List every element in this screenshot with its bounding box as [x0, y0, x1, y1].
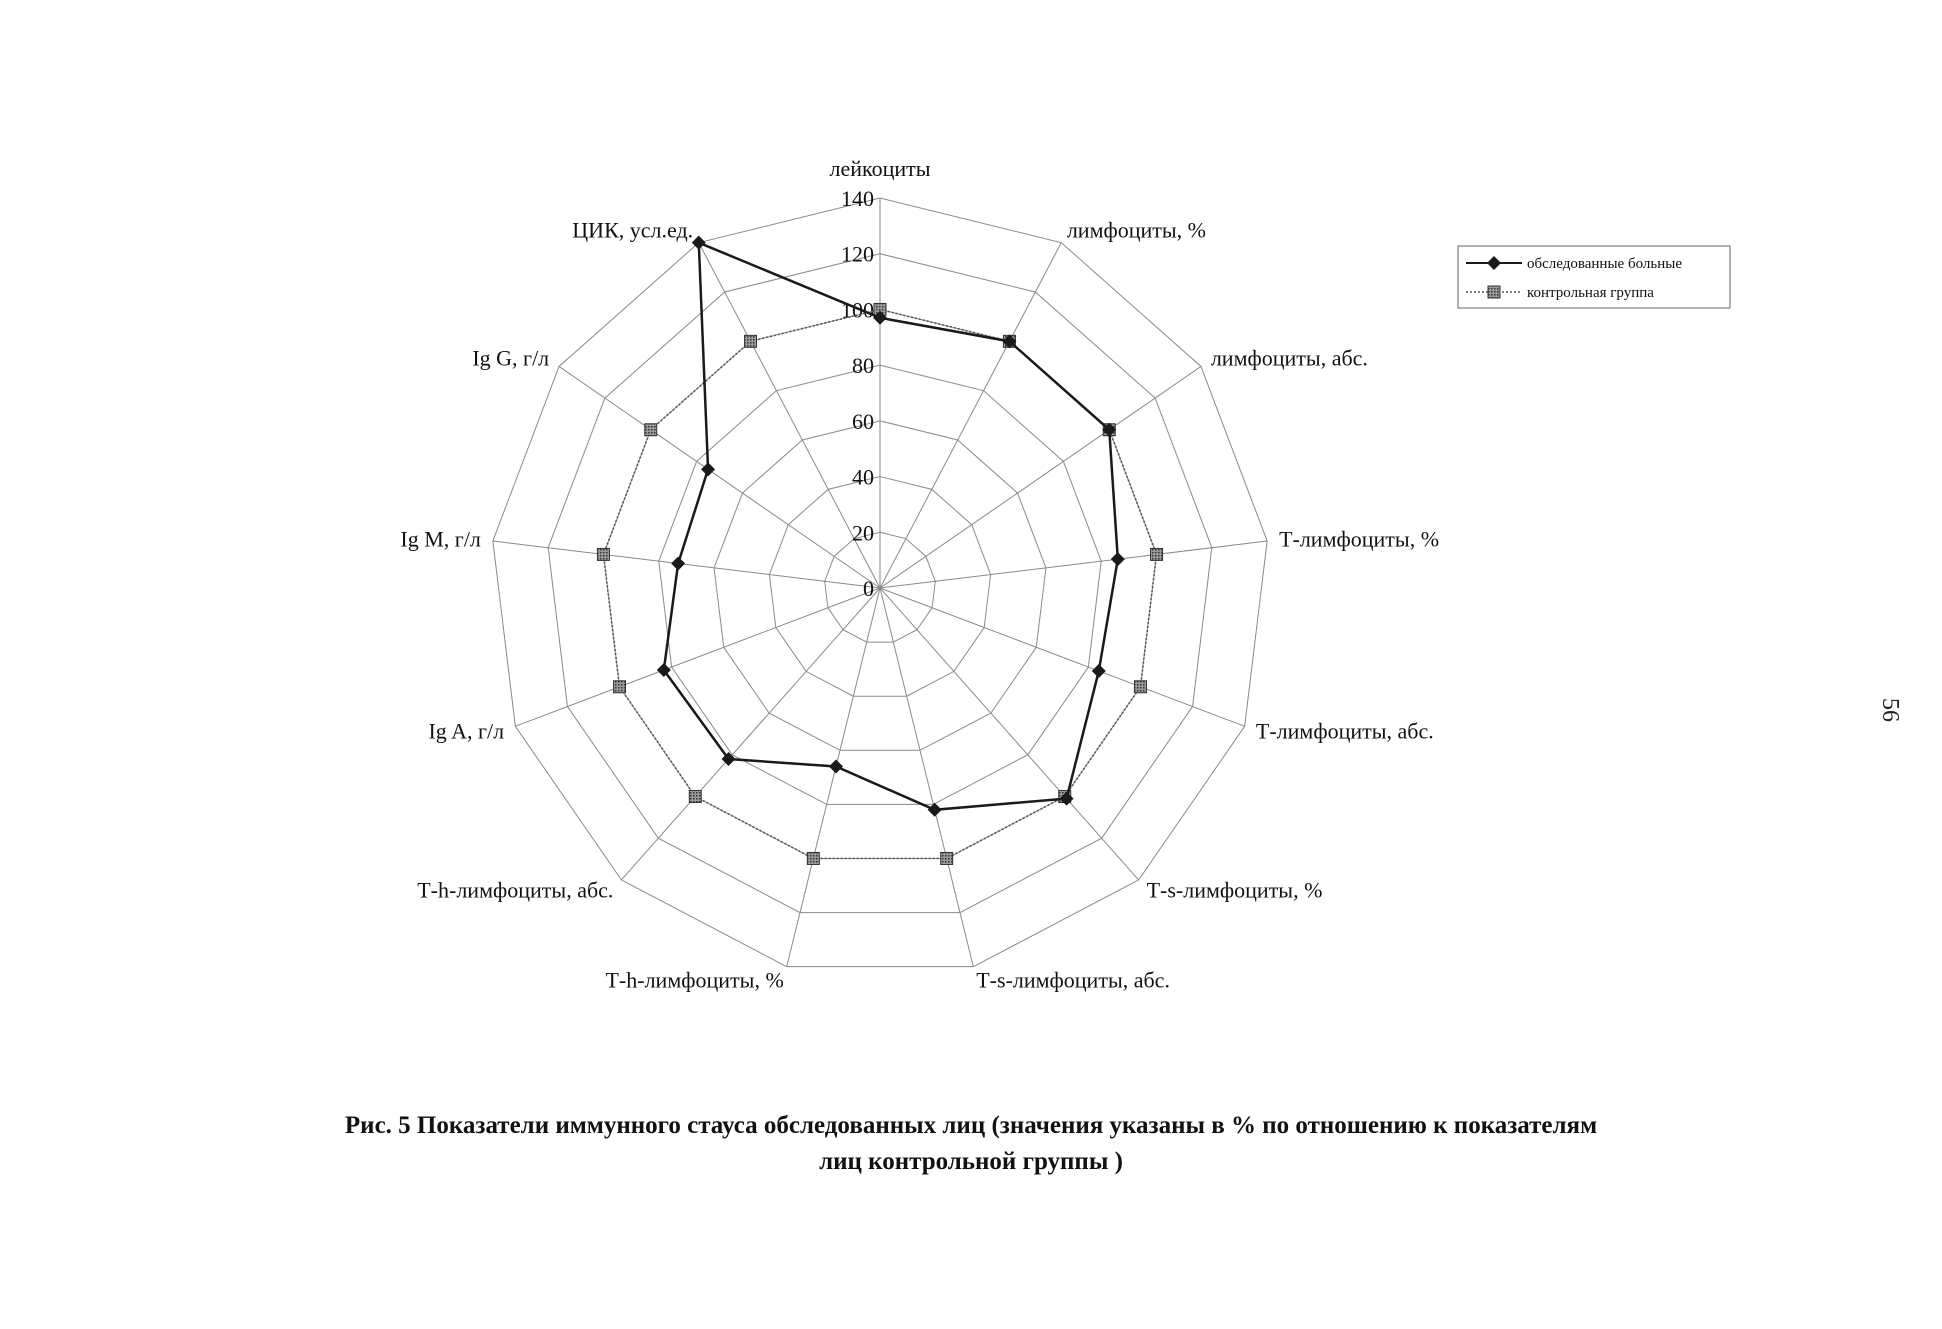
- category-label: лейкоциты: [829, 156, 931, 181]
- page-number: 56: [1877, 698, 1903, 722]
- category-label: Т-h-лимфоциты, абс.: [417, 877, 614, 903]
- data-point-series-2: [614, 681, 626, 693]
- data-point-series-1: [829, 760, 843, 774]
- spoke-8: [621, 588, 880, 880]
- data-point-series-1: [701, 462, 715, 476]
- data-point-series-2: [745, 335, 757, 347]
- data-point-series-2: [645, 424, 657, 436]
- category-label: Т-лимфоциты, абс.: [1255, 718, 1434, 744]
- caption-line-1: Рис. 5 Показатели иммунного стауса обследованных лиц (значения указаны в % по отношению к показателям: [344, 1112, 1598, 1139]
- category-label: лимфоциты, абс.: [1210, 345, 1368, 371]
- legend: [1458, 246, 1730, 308]
- data-point-series-1: [928, 803, 942, 817]
- category-label: лимфоциты, %: [1066, 217, 1207, 243]
- tick-label: 0: [863, 576, 874, 601]
- tick-label: 140: [841, 186, 874, 211]
- legend-series-2-marker: [1488, 286, 1500, 298]
- data-point-series-1: [671, 556, 685, 570]
- category-labels: [400, 156, 1439, 992]
- tick-label: 40: [852, 464, 874, 490]
- data-point-series-1: [1092, 664, 1106, 678]
- tick-label: 60: [852, 408, 874, 434]
- caption-line-2: лиц контрольной группы ): [819, 1148, 1123, 1175]
- data-point-series-2: [597, 548, 609, 560]
- tick-label: 20: [852, 520, 874, 546]
- category-label: Т-лимфоциты, %: [1279, 526, 1440, 552]
- series-line-1: [664, 243, 1118, 810]
- figure-caption: [0, 1108, 1942, 1180]
- data-point-series-1: [1111, 552, 1125, 566]
- spoke-7: [787, 588, 880, 967]
- category-label: Ig G, г/л: [472, 345, 550, 371]
- category-label: ЦИК, усл.ед.: [572, 217, 694, 243]
- data-point-series-2: [807, 852, 819, 864]
- spoke-5: [880, 588, 1139, 880]
- data-point-series-2: [941, 852, 953, 864]
- category-label: Т-s-лимфоциты, %: [1146, 877, 1323, 903]
- data-point-series-2: [1151, 548, 1163, 560]
- spoke-6: [880, 588, 973, 967]
- tick-label: 80: [852, 353, 874, 379]
- category-label: Ig M, г/л: [400, 526, 481, 552]
- legend-series-1-label: обследованные больные: [1527, 256, 1682, 272]
- data-point-series-2: [1134, 681, 1146, 693]
- category-label: Ig A, г/л: [428, 718, 505, 744]
- category-label: Т-s-лимфоциты, абс.: [976, 967, 1170, 993]
- tick-label: 100: [841, 297, 874, 323]
- category-label: Т-h-лимфоциты, %: [605, 967, 784, 993]
- legend-series-2-label: контрольная группа: [1527, 285, 1654, 301]
- radial-tick-labels: [841, 186, 874, 601]
- data-point-series-2: [689, 791, 701, 803]
- tick-label: 120: [841, 241, 874, 267]
